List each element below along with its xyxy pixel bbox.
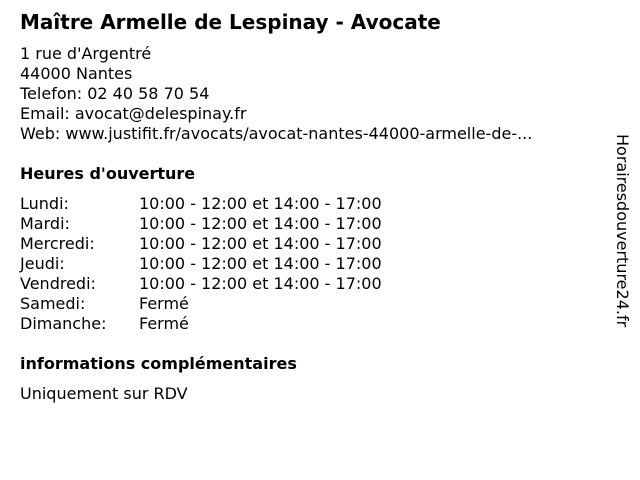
day-label: Samedi: <box>20 294 86 313</box>
time-value: Fermé <box>139 314 189 333</box>
time-value: 10:00 - 12:00 et 14:00 - 17:00 <box>139 234 382 253</box>
time-value: 10:00 - 12:00 et 14:00 - 17:00 <box>139 194 382 213</box>
day-label: Mercredi: <box>20 234 95 253</box>
additional-info-heading: informations complémentaires <box>20 354 297 373</box>
day-label: Dimanche: <box>20 314 107 333</box>
hours-row-saturday <box>20 294 382 314</box>
page-title: Maître Armelle de Lespinay - Avocate <box>20 10 441 34</box>
day-label: Vendredi: <box>20 274 96 293</box>
email-address: Email: avocat@delespinay.fr <box>20 104 247 123</box>
address-street: 1 rue d'Argentré <box>20 44 152 63</box>
brand-watermark: Horairesdouverture24.fr <box>613 134 632 328</box>
phone-number: Telefon: 02 40 58 70 54 <box>20 84 210 103</box>
contact-block <box>20 44 532 144</box>
hours-row-sunday <box>20 314 382 334</box>
hours-row-monday <box>20 194 382 214</box>
website-url: Web: www.justifit.fr/avocats/avocat-nantes-44000-armelle-de-... <box>20 124 533 143</box>
additional-info-text: Uniquement sur RDV <box>20 384 188 403</box>
time-value: 10:00 - 12:00 et 14:00 - 17:00 <box>139 274 382 293</box>
hours-row-wednesday <box>20 234 382 254</box>
address-city: 44000 Nantes <box>20 64 133 83</box>
hours-row-thursday <box>20 254 382 274</box>
time-value: Fermé <box>139 294 189 313</box>
time-value: 10:00 - 12:00 et 14:00 - 17:00 <box>139 254 382 273</box>
opening-hours-table <box>20 194 382 334</box>
hours-row-tuesday <box>20 214 382 234</box>
day-label: Mardi: <box>20 214 70 233</box>
opening-hours-heading: Heures d'ouverture <box>20 164 196 183</box>
day-label: Lundi: <box>20 194 69 213</box>
day-label: Jeudi: <box>20 254 65 273</box>
time-value: 10:00 - 12:00 et 14:00 - 17:00 <box>139 214 382 233</box>
hours-row-friday <box>20 274 382 294</box>
